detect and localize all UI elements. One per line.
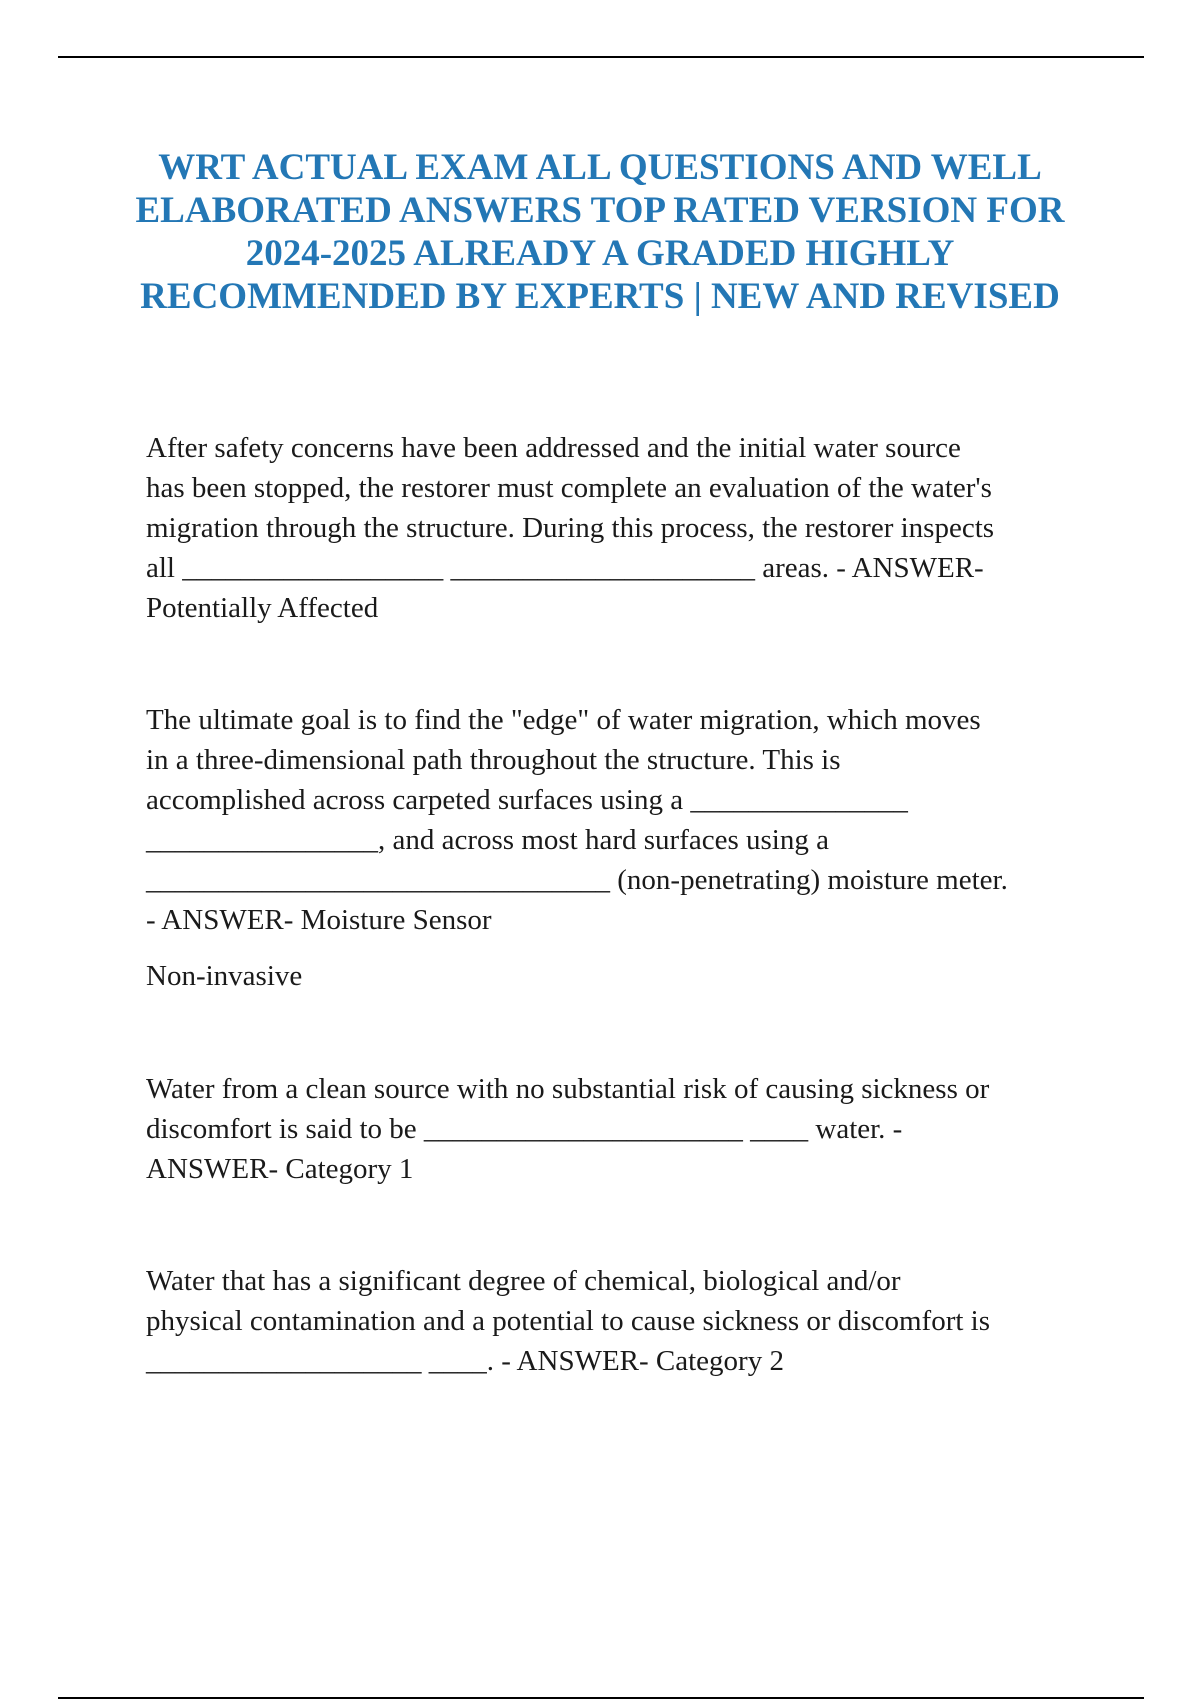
question-block-2: [146, 700, 1096, 996]
title-line: ELABORATED ANSWERS TOP RATED VERSION FOR: [135, 190, 1065, 231]
text-line: has been stopped, the restorer must complete an evaluation of the water's: [146, 472, 992, 504]
question-block-1: [146, 428, 1096, 628]
text-line: ANSWER- Category 1: [146, 1153, 414, 1185]
text-line: The ultimate goal is to find the "edge" of water migration, which moves: [146, 704, 981, 736]
question-text: [146, 428, 1096, 628]
text-line: ________________________________ (non-penetrating) moisture meter.: [146, 864, 1008, 896]
text-line: discomfort is said to be ______________________ ____ water. -: [146, 1113, 903, 1145]
text-line: Water that has a significant degree of chemical, biological and/or: [146, 1265, 901, 1297]
question-text: [146, 1261, 1096, 1381]
text-line: ___________________ ____. - ANSWER- Category 2: [146, 1345, 784, 1377]
answer-extra: Non-invasive: [146, 960, 303, 992]
question-text: [146, 1069, 1096, 1189]
text-line: Water from a clean source with no substantial risk of causing sickness or: [146, 1073, 990, 1105]
question-text: [146, 700, 1096, 940]
text-line: Potentially Affected: [146, 592, 379, 624]
text-line: in a three-dimensional path throughout the structure. This is: [146, 744, 841, 776]
text-line: migration through the structure. During this process, the restorer inspects: [146, 512, 995, 544]
title-line: WRT ACTUAL EXAM ALL QUESTIONS AND WELL: [158, 147, 1042, 188]
question-block-3: [146, 1069, 1096, 1189]
text-line: all __________________ _____________________ areas. - ANSWER-: [146, 552, 984, 584]
document-title: [120, 146, 1080, 318]
bottom-rule: [58, 1697, 1144, 1699]
text-line: ________________, and across most hard surfaces using a: [146, 824, 829, 856]
text-line: physical contamination and a potential to cause sickness or discomfort is: [146, 1305, 991, 1337]
question-block-4: [146, 1261, 1096, 1381]
top-rule: [58, 56, 1144, 58]
text-line: After safety concerns have been addressed and the initial water source: [146, 432, 961, 464]
text-line: - ANSWER- Moisture Sensor: [146, 904, 492, 936]
text-line: accomplished across carpeted surfaces using a _______________: [146, 784, 908, 816]
title-line: RECOMMENDED BY EXPERTS | NEW AND REVISED: [140, 276, 1060, 317]
title-line: 2024-2025 ALREADY A GRADED HIGHLY: [245, 233, 955, 274]
